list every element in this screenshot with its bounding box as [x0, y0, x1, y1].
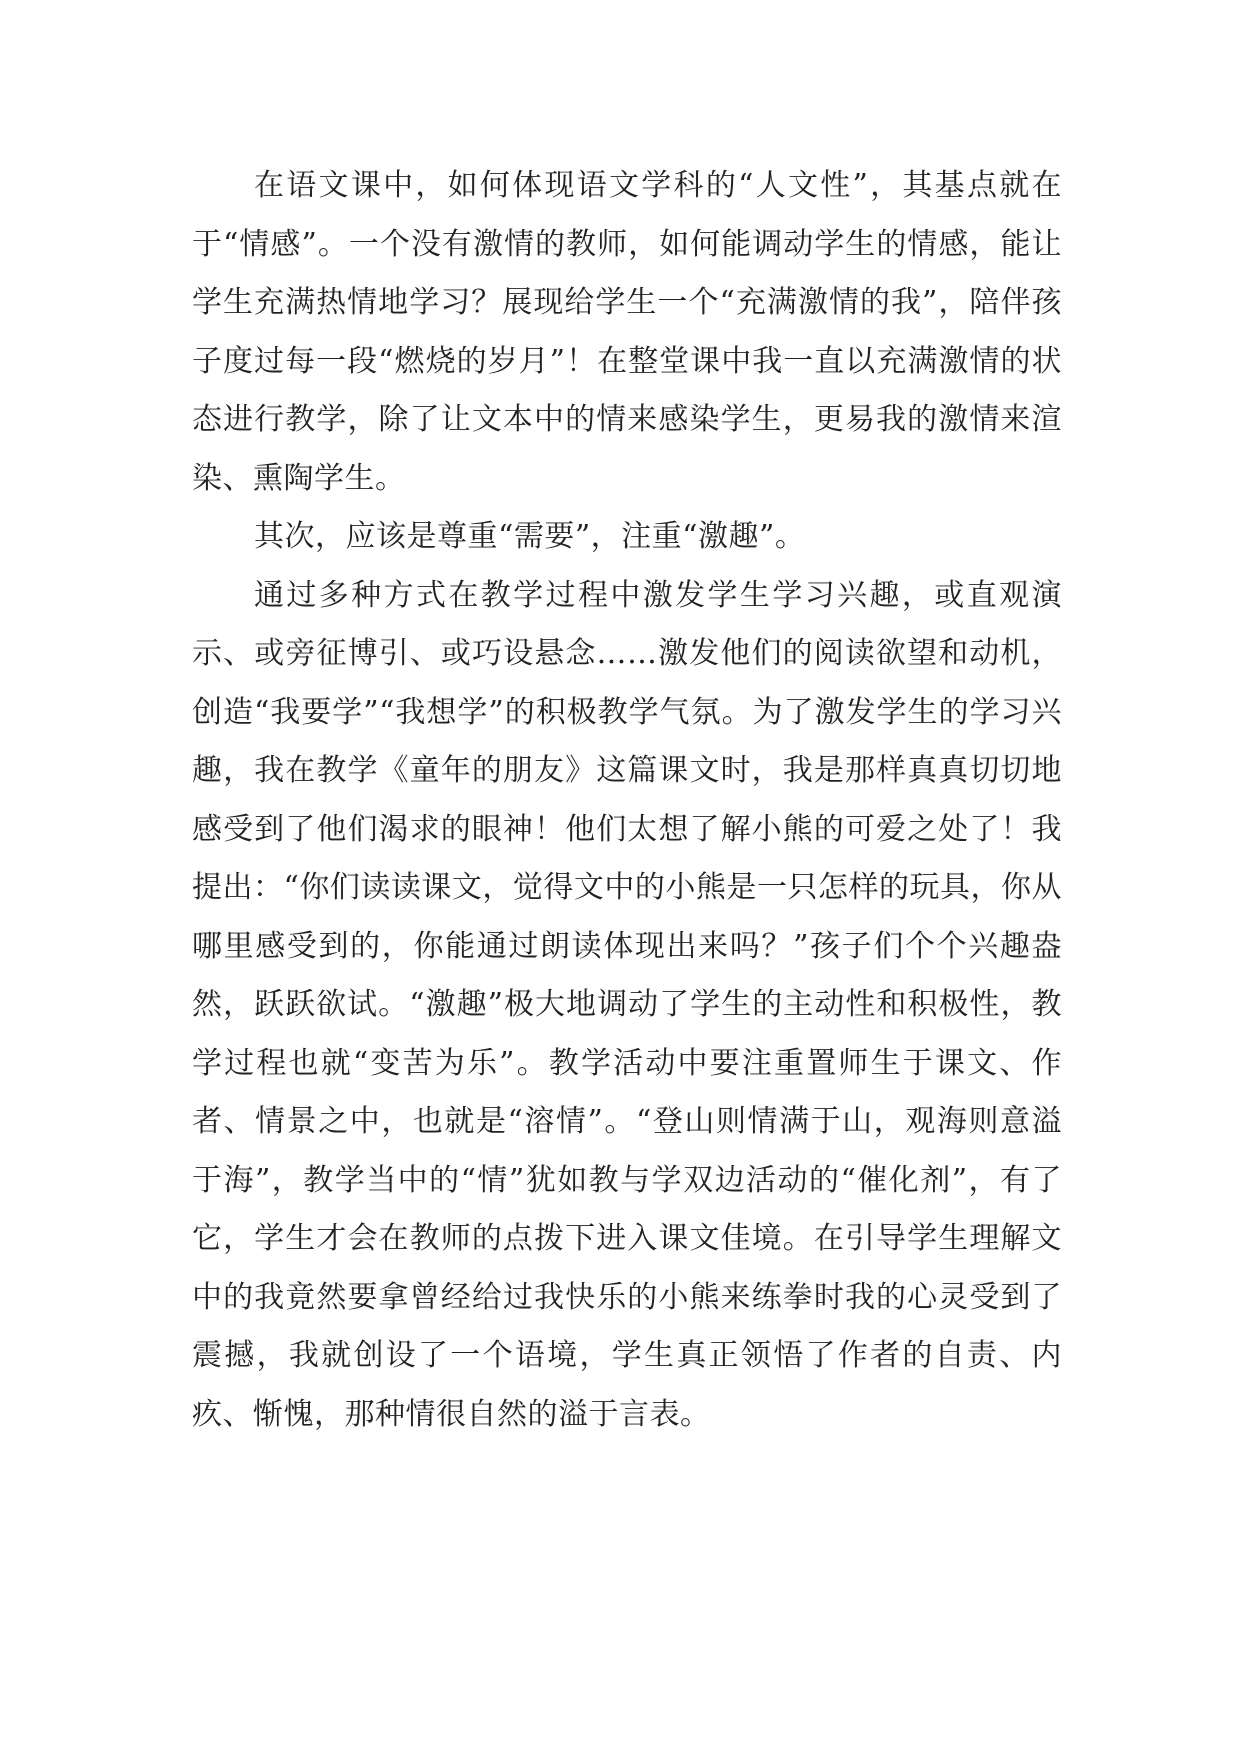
body-text — [192, 157, 1062, 1444]
paragraph-2: 其次，应该是尊重“需要”，注重“激趣”。 — [254, 519, 806, 554]
paragraph-1: 在语文课中，如何体现语文学科的“人文性”，其基点就在于“情感”。一个没有激情的教师，如何能调动学生的情感，能让学生充满热情地学习？展现给学生一个“充满激情的我”，陪伴孩子度过每一段“燃烧的岁月”！在整堂课中我一直以充满激情的状态进行教学，除了让文本中的情来感染学生，更易我的激情来渲染、熏陶学生。 — [192, 168, 1062, 496]
paragraph-3: 通过多种方式在教学过程中激发学生学习兴趣，或直观演示、或旁征博引、或巧设悬念……激发他们的阅读欲望和动机，创造“我要学”“我想学”的积极教学气氛。为了激发学生的学习兴趣，我在教学《童年的朋友》这篇课文时，我是那样真真切切地感受到了他们渴求的眼神！他们太想了解小熊的可爱之处了！我提出：“你们读读课文，觉得文中的小熊是一只怎样的玩具，你从哪里感受到的，你能通过朗读体现出来吗？”孩子们个个兴趣盎然，跃跃欲试。“激趣”极大地调动了学生的主动性和积极性，教学过程也就“变苦为乐”。教学活动中要注重置师生于课文、作者、情景之中，也就是“溶情”。“登山则情满于山，观海则意溢于海”，教学当中的“情”犹如教与学双边活动的“催化剂”，有了它，学生才会在教师的点拨下进入课文佳境。在引导学生理解文中的我竟然要拿曾经给过我快乐的小熊来练拳时我的心灵受到了震撼，我就创设了一个语境，学生真正领悟了作者的自责、内疚、惭愧，那种情很自然的溢于言表。 — [192, 577, 1062, 1432]
